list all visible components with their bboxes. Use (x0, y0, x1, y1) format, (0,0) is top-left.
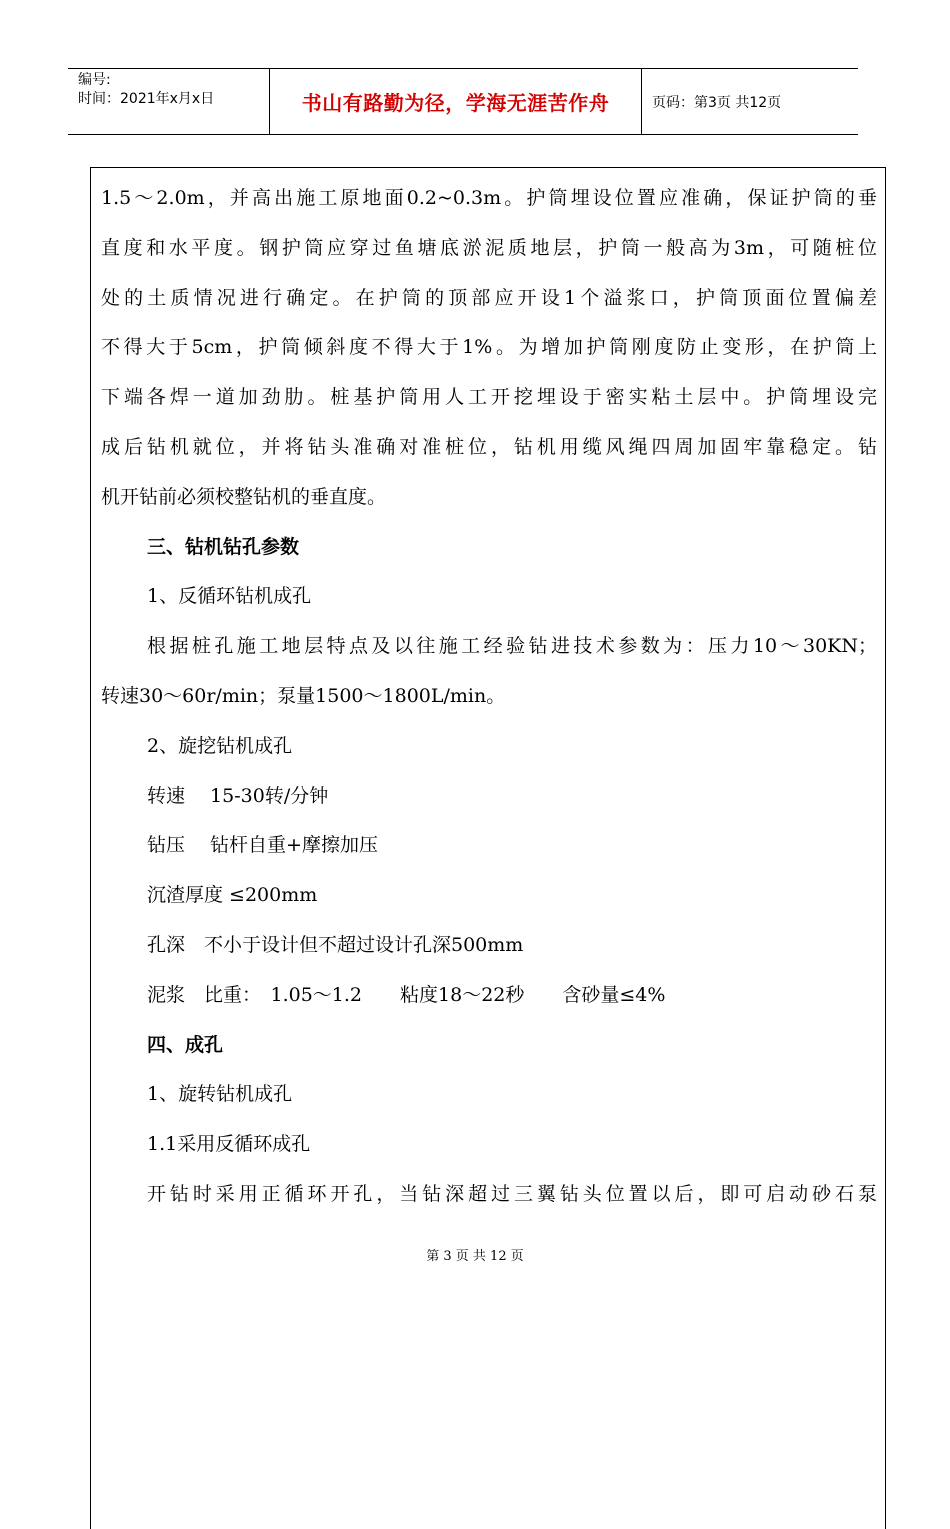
subsection-heading: 1、反循环钻机成孔 (147, 585, 312, 608)
body-line: 不得大于5cm，护筒倾斜度不得大于1%。为增加护筒刚度防止变形，在护筒上 (101, 336, 877, 359)
body-line: 转速30～60r/min；泵量1500～1800L/min。 (101, 684, 506, 707)
section-heading: 三、钻机钻孔参数 (147, 535, 300, 558)
header-meta (68, 69, 270, 134)
body-line: 开钻时采用正循环开孔，当钻深超过三翼钻头位置以后，即可启动砂石泵 (147, 1182, 877, 1205)
content-frame (90, 167, 886, 1529)
header-time-label: 时间：2021年x月x日 (78, 91, 215, 107)
body-line: 机开钻前必须校整钻机的垂直度。 (101, 485, 387, 508)
page-header (68, 68, 858, 135)
header-motto: 书山有路勤为径，学海无涯苦作舟 (301, 91, 610, 115)
body-line: 1.5～2.0m，并高出施工原地面0.2~0.3m。护筒埋设位置应准确，保证护筒的垂 (101, 187, 877, 209)
page-footer: 第 3 页 共 12 页 (426, 1249, 524, 1264)
subsection-heading: 2、旋挖钻机成孔 (147, 734, 293, 757)
document-body (101, 174, 877, 1220)
parameter-line: 泥浆 比重： 1.05～1.2 粘度18～22秒 含砂量≤4% (147, 983, 666, 1006)
body-line: 下端各焊一道加劲肋。桩基护筒用人工开挖埋设于密实粘土层中。护筒埋设完 (101, 386, 877, 409)
parameter-line: 孔深 不小于设计但不超过设计孔深500mm (147, 933, 524, 956)
section-heading: 四、成孔 (147, 1033, 224, 1056)
body-line: 直度和水平度。钢护筒应穿过鱼塘底淤泥质地层，护筒一般高为3m，可随桩位 (101, 236, 877, 259)
body-line: 处的土质情况进行确定。在护筒的顶部应开设1个溢浆口，护筒顶面位置偏差 (101, 286, 877, 309)
body-line: 根据桩孔施工地层特点及以往施工经验钻进技术参数为：压力10～30KN； (147, 635, 877, 658)
header-page-code: 页码：第3页 共12页 (652, 94, 782, 111)
body-line: 成后钻机就位，并将钻头准确对准桩位，钻机用缆风绳四周加固牢靠稳定。钻 (101, 435, 877, 458)
subsection-heading: 1.1采用反循环成孔 (147, 1133, 311, 1156)
subsection-heading: 1、旋转钻机成孔 (147, 1083, 293, 1106)
parameter-line: 钻压 钻杆自重+摩擦加压 (147, 834, 378, 857)
header-motto-cell (270, 69, 642, 134)
parameter-line: 转速 15-30转/分钟 (147, 784, 329, 807)
header-number-label: 编号: (78, 72, 111, 88)
parameter-line: 沉渣厚度 ≤200mm (147, 884, 318, 907)
header-page-cell (642, 69, 858, 134)
